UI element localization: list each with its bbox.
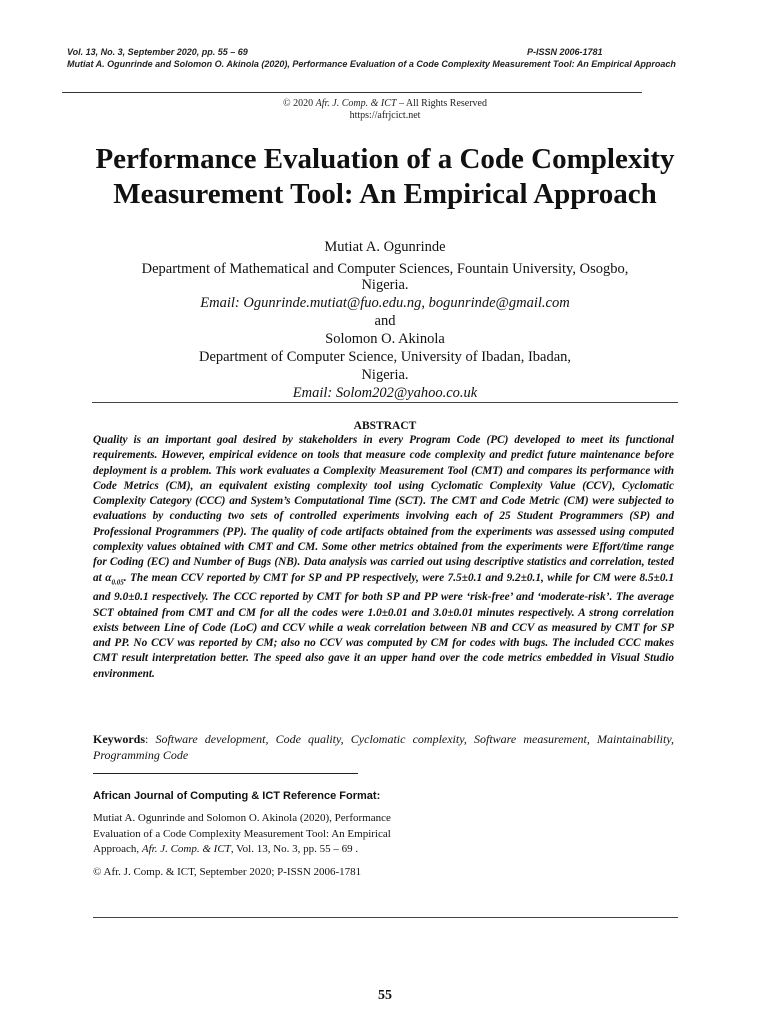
- header-volume: Vol. 13, No. 3, September 2020, pp. 55 – 69: [67, 47, 248, 57]
- abstract-heading: ABSTRACT: [353, 420, 417, 432]
- paper-title: Performance Evaluation of a Code Complexity Measurement Tool: An Empirical Approach: [95, 143, 675, 210]
- copyright-line: © 2020 Afr. J. Comp. & ICT – All Rights Reserved: [282, 98, 487, 109]
- header-rule: [62, 92, 642, 93]
- page-number: 55: [378, 988, 392, 1003]
- author-1-affiliation: Department of Mathematical and Computer Sciences, Fountain University, Osogbo,: [141, 261, 629, 277]
- author-2-email: Email: Solom202@yahoo.co.uk: [292, 385, 478, 401]
- keywords-label: Keywords: [93, 732, 145, 746]
- section-rule: [92, 402, 678, 403]
- author-2-name: Solomon O. Akinola: [325, 331, 445, 347]
- author-1-name: Mutiat A. Ogunrinde: [324, 239, 446, 255]
- reference-text: Mutiat A. Ogunrinde and Solomon O. Akinola (2020), Performance Evaluation of a Code Complexity Measurement Tool: An Empirical Approach, Afr. J. Comp. & ICT, Vol. 13, No. 3, pp. 55 – 69 .: [93, 812, 391, 855]
- keywords-rule: [93, 773, 358, 774]
- reference-copyright: © Afr. J. Comp. & ICT, September 2020; P-ISSN 2006-1781: [93, 866, 362, 878]
- alpha-symbol: α: [105, 571, 112, 584]
- running-header: [67, 46, 682, 70]
- author-conjunction: and: [374, 313, 396, 329]
- alpha-subscript: 0.05: [111, 577, 124, 586]
- footer-rule: [93, 917, 678, 918]
- author-1-email: Email: Ogunrinde.mutiat@fuo.edu.ng, bogunrinde@gmail.com: [200, 295, 570, 311]
- header-issn: P-ISSN 2006-1781: [527, 47, 603, 57]
- reference-heading: African Journal of Computing & ICT Reference Format:: [93, 790, 381, 802]
- author-2-country: Nigeria.: [361, 367, 409, 383]
- journal-url[interactable]: https://afrjcict.net: [349, 110, 421, 121]
- author-1-country: Nigeria.: [361, 277, 409, 293]
- header-citation: Mutiat A. Ogunrinde and Solomon O. Akinola (2020), Performance Evaluation of a Code Complexity Measurement Tool: An Empirical Approach: [67, 59, 676, 69]
- keywords: Keywords: Software development, Code quality, Cyclomatic complexity, Software measurement, Maintainability, Programming Code: [93, 732, 675, 762]
- keywords-text: Software development, Code quality, Cyclomatic complexity, Software measurement, Maintainability, Programming Code: [93, 732, 675, 762]
- abstract-body: Quality is an important goal desired by stakeholders in every Program Code (PC) developed to meet its functional requirements. However, empirical evidence on tools that measure code complexity and predict future maintenance before deployment is a problem. This work evaluates a Complexity Measurement Tool (CMT) and compares its performance with Code Metrics (CM), an equivalent existing complexity tool using Cyclomatic Complexity Value (CCV), Cyclomatic Complexity Category (CCC) and System’s Computational Time (SCT). The CMT and Code Metric (CM) were subjected to evaluations by conducting two sets of controlled experiments involving each of 25 Student Programmers (SP) and Professional Programmers (PP). The quality of code artifacts obtained from the experiments was assessed using computed complexity values obtained with CMT and CM. Some other metrics obtained from the experiments were Effort/time range for Coding (EC) and Number of Bugs (NB). Data analysis was carried out using descriptive statistics and correlation, tested at $\alpha_{0.05}$. The mean CCV reported by CMT for SP and PP respectively, were 7.5±0.1 and 9.2±0.1, while for CM were 8.5±0.1 and 9.0±0.1 respectively. The CCC reported by CMT for both SP and PP were ‘risk-free’ and ‘moderate-risk’. The average SCT obtained from CMT and CM for all the codes were 1.0±0.01 and 3.0±0.01 minutes respectively. A strong correlation exists between Line of Code (LoC) and CCV while a weak correlation between NB and CCV as measured by CMT for SP and PP. No CCV was reported by CM; also no CCV was computed by CM for codes with bugs. The included CCC makes CMT result interpretation better. The speed also gave it an upper hand over the code metrics embedded in Visual Studio environment.: [93, 434, 674, 680]
- author-2-affiliation: Department of Computer Science, University of Ibadan, Ibadan,: [198, 349, 572, 365]
